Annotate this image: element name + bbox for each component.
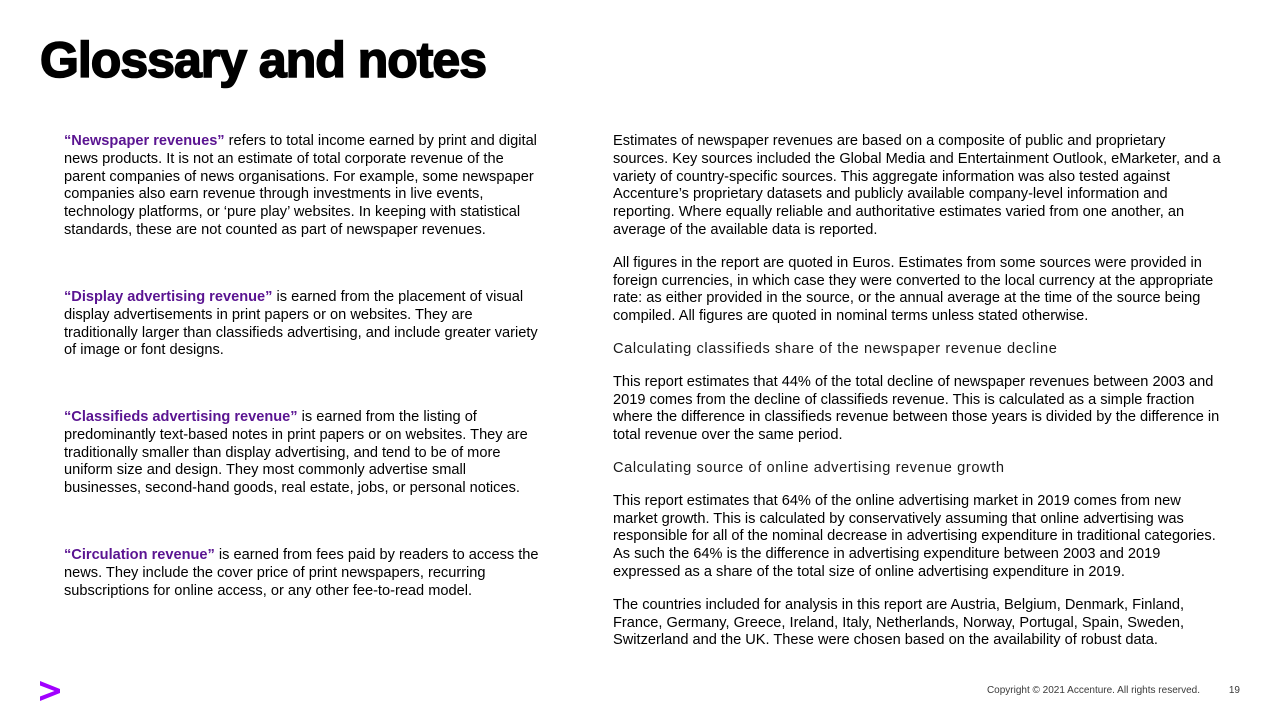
- glossary-term: “Classifieds advertising revenue”: [64, 409, 298, 425]
- glossary-entry-classifieds-advertising-revenue: [64, 409, 546, 498]
- glossary-term: “Circulation revenue”: [64, 547, 215, 563]
- glossary-definition: is earned from the listing of predominantly text-based notes in print papers or on websites. They are traditionally smaller than display advertising, and tend to be of more uniform size and design. They most commonly advertise small businesses, second-hand goods, real estate, jobs, or personal notices.: [64, 409, 528, 497]
- accenture-chevron-icon: [39, 680, 61, 702]
- notes-column: [613, 133, 1223, 665]
- notes-paragraph-sources: Estimates of newspaper revenues are based on a composite of public and proprietary sources. Key sources included the Global Media and Entertainment Outlook, eMarketer, and a variety of country-specific sources. This aggregate information was also tested against Accenture’s proprietary datasets and publicly available company-level information and reporting. Where equally reliable and authoritative estimates varied from one another, an average of the available data is reported.: [613, 133, 1221, 238]
- glossary-term: “Display advertising revenue”: [64, 289, 273, 305]
- page-number: 19: [1228, 685, 1240, 696]
- copyright-notice: Copyright © 2021 Accenture. All rights reserved.: [986, 685, 1200, 696]
- glossary-definition: is earned from fees paid by readers to access the news. They include the cover price of print newspapers, recurring subscriptions for online access, or any other fee-to-read model.: [64, 547, 539, 599]
- notes-paragraph-countries: The countries included for analysis in this report are Austria, Belgium, Denmark, Finland, France, Germany, Greece, Ireland, Italy, Netherlands, Norway, Portugal, Spain, Sweden, Switzerland and the UK. These were chosen based on the availability of robust data.: [613, 596, 1185, 649]
- notes-paragraph-online-advertising: This report estimates that 64% of the online advertising market in 2019 comes from new market growth. This is calculated by conservatively assuming that online advertising was responsible for all of the nominal decrease in advertising expenditure in traditional categories. As such the 64% is the difference in advertising expenditure between 2003 and 2019 expressed as a share of the total size of online advertising expenditure in 2019.: [613, 492, 1216, 580]
- glossary-definition: is earned from the placement of visual display advertisements in print papers or on websites. They are traditionally larger than classifieds advertising, and include greater variety of image or font designs.: [64, 289, 538, 359]
- glossary-term: “Newspaper revenues”: [64, 133, 225, 149]
- notes-heading-online-advertising: Calculating source of online advertising revenue growth: [613, 459, 1005, 476]
- glossary-entry-display-advertising-revenue: [64, 289, 546, 360]
- glossary-entry-circulation-revenue: [64, 547, 546, 600]
- notes-heading-classifieds-share: Calculating classifieds share of the newspaper revenue decline: [613, 340, 1058, 357]
- page-title: Glossary and notes: [40, 32, 487, 88]
- glossary-entry-newspaper-revenues: [64, 133, 546, 240]
- notes-paragraph-currency: All figures in the report are quoted in Euros. Estimates from some sources were provided in foreign currencies, in which case they were converted to the local currency at the appropriate rate: as either provided in the source, or the annual average at the time of the source being compiled. All figures are quoted in nominal terms unless stated otherwise.: [613, 254, 1214, 325]
- glossary-definition: refers to total income earned by print and digital news products. It is not an estimate of total corporate revenue of the parent companies of news organisations. For example, some newspaper companies also earn revenue through investments in live events, technology platforms, or ‘pure play’ websites. In keeping with statistical standards, these are not counted as part of newspaper revenues.: [64, 133, 537, 238]
- notes-paragraph-classifieds-share: This report estimates that 44% of the total decline of newspaper revenues between 2003 and 2019 comes from the decline of classifieds revenue. This is calculated as a simple fraction where the difference in classifieds revenue between those years is divided by the difference in total revenue over the same period.: [613, 373, 1220, 444]
